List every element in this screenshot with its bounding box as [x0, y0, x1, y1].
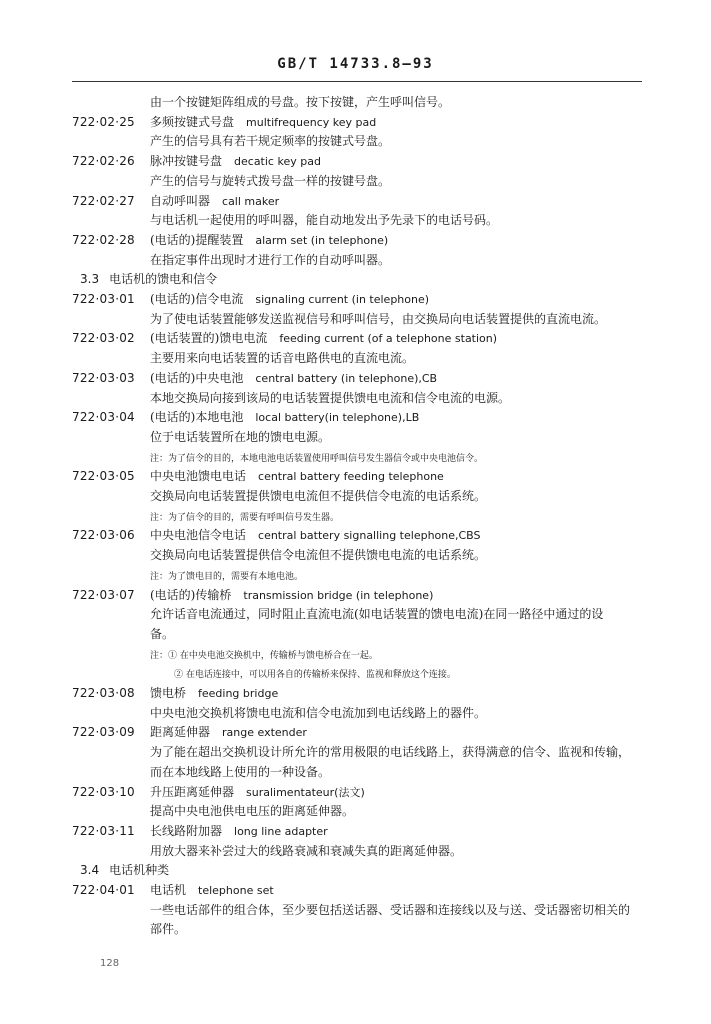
page-number: 128 — [100, 958, 120, 969]
term-code: 722·03·02 — [72, 331, 135, 345]
definition-text: 主要用来向电话装置的话音电路供电的直流电流。 — [150, 351, 415, 365]
term-english: central battery (in telephone),CB — [255, 372, 438, 385]
term-entry — [150, 882, 274, 899]
term-code: 722·03·08 — [72, 686, 135, 700]
term-english: signaling current (in telephone) — [255, 293, 430, 306]
term-code: 722·03·09 — [72, 725, 135, 739]
term-entry — [150, 153, 321, 170]
definition-text: 在指定事件出现时才进行工作的自动呼叫器。 — [150, 253, 391, 267]
definition-text: 位于电话装置所在地的馈电电源。 — [150, 430, 331, 444]
note-text: 注：为了馈电目的，需要有本地电池。 — [150, 572, 304, 582]
term-english: feeding current (of a telephone station) — [279, 332, 498, 345]
term-chinese: (电话的)信令电流 — [150, 292, 244, 306]
term-english: local battery(in telephone),LB — [255, 411, 420, 424]
section-title: 电话机的馈电和信令 — [109, 272, 218, 286]
term-english: central battery feeding telephone — [258, 470, 444, 483]
definition-text: 允许话音电流通过，同时阻止直流电流(如电话装置的馈电电流)在同一路径中通过的设 — [150, 607, 604, 621]
term-entry — [150, 370, 437, 387]
header-rule — [72, 81, 642, 82]
term-english: alarm set (in telephone) — [255, 234, 389, 247]
term-chinese: (电话的)提醒装置 — [150, 233, 244, 247]
term-english: decatic key pad — [234, 155, 321, 168]
definition-text: 用放大器来补尝过大的线路衰减和衰减失真的距离延伸器。 — [150, 844, 463, 858]
term-entry — [150, 527, 481, 544]
term-entry — [150, 291, 429, 308]
term-entry — [150, 468, 444, 485]
definition-text: 产生的信号具有若干规定频率的按键式号盘。 — [150, 134, 391, 148]
term-english: multifrequency key pad — [246, 116, 377, 129]
term-english: long line adapter — [234, 825, 328, 838]
definition-text: 交换局向电话装置提供信令电流但不提供馈电电流的电话系统。 — [150, 548, 487, 562]
term-code: 722·03·05 — [72, 469, 135, 483]
term-code: 722·03·11 — [72, 824, 135, 838]
page-header: GB/T 14733.8—93 — [277, 56, 434, 72]
term-chinese: (电话的)本地电池 — [150, 410, 244, 424]
term-code: 722·03·01 — [72, 292, 135, 306]
term-chinese: 自动呼叫器 — [150, 194, 211, 208]
term-english: feeding bridge — [198, 687, 279, 700]
term-chinese: (电话的)中央电池 — [150, 371, 244, 385]
term-chinese: 距离延伸器 — [150, 725, 211, 739]
section-number: 3.3 — [80, 272, 100, 286]
section-heading — [80, 862, 169, 878]
term-english: suralimentateur(法文) — [246, 786, 365, 799]
definition-text: 与电话机一起使用的呼叫器，能自动地发出予先录下的电话号码。 — [150, 213, 499, 227]
term-chinese: 长线路附加器 — [150, 824, 223, 838]
term-entry — [150, 685, 278, 702]
definition-text: 部件。 — [150, 922, 187, 936]
term-english: transmission bridge (in telephone) — [243, 589, 434, 602]
definition-text: 一些电话部件的组合体，至少要包括送话器、受话器和连接线以及与送、受话器密切相关的 — [150, 903, 631, 917]
definition-text: 为了使电话装置能够发送监视信号和呼叫信号，由交换局向电话装置提供的直流电流。 — [150, 312, 607, 326]
term-entry — [150, 587, 433, 604]
term-code: 722·02·27 — [72, 194, 135, 208]
term-code: 722·03·04 — [72, 410, 135, 424]
section-heading — [80, 271, 217, 287]
definition-text: 中央电池交换机将馈电电流和信令电流加到电话线路上的器件。 — [150, 706, 487, 720]
term-chinese: (电话装置的)馈电电流 — [150, 331, 268, 345]
term-chinese: 升压距离延伸器 — [150, 785, 235, 799]
term-chinese: 中央电池馈电电话 — [150, 469, 247, 483]
term-code: 722·02·28 — [72, 233, 135, 247]
section-number: 3.4 — [80, 863, 100, 877]
term-chinese: 电话机 — [150, 883, 187, 897]
section-title: 电话机种类 — [109, 863, 170, 877]
definition-text: 为了能在超出交换机设计所允许的常用极限的电话线路上，获得满意的信令、监视和传输， — [150, 745, 631, 759]
term-english: call maker — [222, 195, 280, 208]
definition-text: 提高中央电池供电电压的距离延伸器。 — [150, 804, 355, 818]
definition-text: 本地交换局向接到该局的电话装置提供馈电电流和信令电流的电源。 — [150, 391, 511, 405]
term-code: 722·04·01 — [72, 883, 135, 897]
term-code: 722·03·03 — [72, 371, 135, 385]
term-english: range extender — [222, 726, 307, 739]
term-code: 722·03·06 — [72, 528, 135, 542]
term-chinese: (电话的)传输桥 — [150, 588, 232, 602]
term-entry — [150, 409, 419, 426]
definition-text: 交换局向电话装置提供馈电电流但不提供信令电流的电话系统。 — [150, 489, 487, 503]
term-code: 722·02·25 — [72, 115, 135, 129]
definition-text: 产生的信号与旋转式拨号盘一样的按键号盘。 — [150, 174, 391, 188]
term-chinese: 脉冲按键号盘 — [150, 154, 223, 168]
term-chinese: 中央电池信令电话 — [150, 528, 247, 542]
note-text: 注：为了信令的目的，需要有呼叫信号发生器。 — [150, 513, 340, 523]
note-text: 注：为了信令的目的，本地电池电话装置使用呼叫信号发生器信令或中央电池信令。 — [150, 454, 484, 464]
term-english: central battery signalling telephone,CBS — [258, 529, 481, 542]
term-entry — [150, 193, 279, 210]
term-code: 722·02·26 — [72, 154, 135, 168]
term-chinese: 多频按键式号盘 — [150, 115, 235, 129]
term-entry — [150, 724, 307, 741]
note-text: ② 在电话连接中，可以用各自的传输桥来保持、监视和释放这个连接。 — [174, 670, 456, 680]
term-entry — [150, 330, 497, 347]
note-text: 注：① 在中央电池交换机中，传输桥与馈电桥合在一起。 — [150, 651, 378, 661]
term-entry — [150, 114, 376, 131]
definition-text: 由一个按键矩阵组成的号盘。按下按键，产生呼叫信号。 — [150, 95, 451, 109]
term-chinese: 馈电桥 — [150, 686, 187, 700]
term-code: 722·03·10 — [72, 785, 135, 799]
definition-text: 而在本地线路上使用的一种设备。 — [150, 765, 331, 779]
term-english: telephone set — [198, 884, 274, 897]
term-entry — [150, 784, 365, 801]
term-entry — [150, 823, 328, 840]
term-entry — [150, 232, 388, 249]
definition-text: 备。 — [150, 627, 175, 641]
term-code: 722·03·07 — [72, 588, 135, 602]
